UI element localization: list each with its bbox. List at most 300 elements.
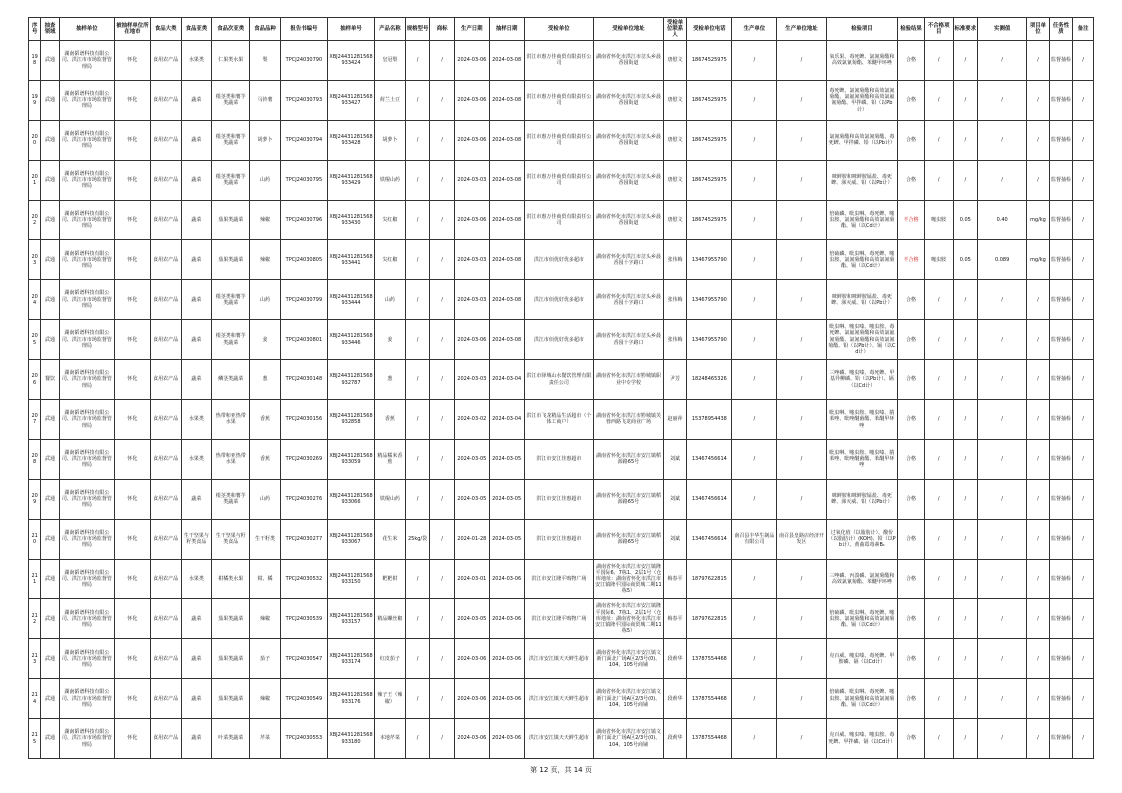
table-cell: 水果类: [181, 559, 212, 599]
table-cell: /: [732, 360, 777, 400]
table-cell: 武通: [41, 439, 59, 479]
table-cell: 辣椒: [250, 679, 281, 719]
table-cell: /: [405, 400, 430, 440]
table-cell: 合格: [898, 599, 925, 639]
table-cell: 湖南省怀化市洪江市安江镇稻源路65号: [594, 519, 664, 559]
table-cell: 监督抽检: [1049, 719, 1073, 759]
table-cell: 怀化: [115, 200, 151, 240]
column-header: 食品次亚类: [212, 18, 250, 41]
table-cell: 食用农产品: [150, 559, 181, 599]
table-cell: 洪江市佰优好优多超市: [524, 240, 594, 280]
table-cell: /: [1073, 439, 1094, 479]
table-cell: 洪江市驿城山水餐饮管理有限责任公司: [524, 360, 594, 400]
column-header: 生产单位地址: [777, 18, 826, 41]
table-cell: 湖南省怀化市洪江市岔头乡晨香园街道: [594, 80, 664, 120]
table-cell: /: [1073, 519, 1094, 559]
table-cell: /: [953, 160, 978, 200]
table-cell: /: [978, 439, 1027, 479]
table-cell: 监督抽检: [1049, 41, 1073, 81]
column-header: 受检单位地址: [594, 18, 664, 41]
table-cell: 武通: [41, 719, 59, 759]
table-cell: 监督抽检: [1049, 360, 1073, 400]
table-cell: /: [777, 320, 826, 360]
table-cell: 监督抽检: [1049, 120, 1073, 160]
table-cell: TPCJ24030269: [280, 439, 327, 479]
table-cell: /: [1027, 639, 1050, 679]
table-cell: 蔬菜: [181, 679, 212, 719]
table-cell: 倍硫磷、吡虫啉、毒死蜱、噻虫胺、氯氰菊酯和高效氯氰菊酯、镉（以Cd计）: [826, 679, 898, 719]
table-header: [29, 18, 1094, 41]
table-cell: 叶菜类蔬菜: [212, 719, 250, 759]
table-cell: /: [978, 400, 1027, 440]
table-cell: 蔬菜: [181, 200, 212, 240]
table-cell: 2024-03-08: [489, 80, 524, 120]
table-cell: XBJ24431281568933444: [327, 280, 374, 320]
table-cell: 蔬菜: [181, 320, 212, 360]
table-cell: /: [953, 599, 978, 639]
table-cell: 18674525975: [687, 200, 732, 240]
table-cell: 洪江市安江镇天天鲜生超市: [524, 719, 594, 759]
table-cell: 2024-03-05: [489, 519, 524, 559]
column-header: 实测值: [978, 18, 1027, 41]
table-row: [29, 599, 1094, 639]
table-cell: /: [924, 679, 953, 719]
table-cell: 蔬菜: [181, 120, 212, 160]
table-cell: 湖南省怀化市洪江市安江镇稻源路65号: [594, 479, 664, 519]
table-cell: TPCJ24030796: [280, 200, 327, 240]
table-cell: 武通: [41, 479, 59, 519]
table-cell: /: [924, 320, 953, 360]
table-cell: /: [732, 599, 777, 639]
table-cell: 18674525975: [687, 120, 732, 160]
table-cell: 武通: [41, 679, 59, 719]
table-cell: 怀化: [115, 160, 151, 200]
table-cell: 尹芳: [663, 360, 687, 400]
table-cell: 香蕉: [250, 439, 281, 479]
table-cell: mg/kg: [1027, 200, 1050, 240]
column-header: 受检单位: [524, 18, 594, 41]
table-cell: 武通: [41, 639, 59, 679]
table-cell: 13467456614: [687, 519, 732, 559]
table-cell: 南召县丰华生制品有限公司: [732, 519, 777, 559]
table-cell: /: [777, 41, 826, 81]
table-cell: 辣子王（辣椒）: [375, 679, 406, 719]
table-cell: /: [405, 639, 430, 679]
table-cell: XBJ24431281568933424: [327, 41, 374, 81]
table-cell: 铁棍山药: [375, 479, 406, 519]
table-cell: /: [1027, 360, 1050, 400]
table-cell: 合格: [898, 679, 925, 719]
table-cell: 食用农产品: [150, 439, 181, 479]
table-cell: XBJ24431281568933174: [327, 639, 374, 679]
table-cell: 辣椒: [250, 599, 281, 639]
table-cell: /: [732, 400, 777, 440]
table-cell: 根茎类和薯芋类蔬菜: [212, 160, 250, 200]
table-cell: 湖南韬谱科技有限公司、洪江市市场监督管理局: [59, 519, 114, 559]
table-cell: 2024-03-01: [454, 559, 489, 599]
table-cell: 2024-03-05: [454, 599, 489, 639]
table-cell: 梅春平: [663, 559, 687, 599]
table-cell: XBJ24431281568932787: [327, 360, 374, 400]
table-row: [29, 120, 1094, 160]
table-cell: /: [924, 120, 953, 160]
table-cell: /: [953, 400, 978, 440]
table-cell: /: [924, 439, 953, 479]
table-cell: /: [430, 240, 455, 280]
table-cell: 食用农产品: [150, 679, 181, 719]
table-cell: /: [924, 559, 953, 599]
column-header: 规格型号: [405, 18, 430, 41]
table-cell: 怀化: [115, 240, 151, 280]
table-cell: /: [1027, 559, 1050, 599]
table-cell: 食用农产品: [150, 639, 181, 679]
table-cell: 监督抽检: [1049, 599, 1073, 639]
table-cell: /: [430, 519, 455, 559]
table-cell: XBJ24431281568932858: [327, 400, 374, 440]
table-cell: /: [405, 41, 430, 81]
table-cell: 蔬菜: [181, 280, 212, 320]
table-cell: XBJ24431281568933180: [327, 719, 374, 759]
table-cell: 监督抽检: [1049, 320, 1073, 360]
table-cell: 18674525975: [687, 41, 732, 81]
table-cell: /: [430, 679, 455, 719]
table-cell: /: [1027, 41, 1050, 81]
table-cell: 怀化: [115, 320, 151, 360]
table-cell: 洪江市安江隆平购物广场: [524, 559, 594, 599]
table-cell: 湖南省怀化市洪江市岔头乡晨香园街道: [594, 120, 664, 160]
table-cell: 湖南韬谱科技有限公司、洪江市市场监督管理局: [59, 599, 114, 639]
table-cell: /: [978, 479, 1027, 519]
table-cell: XBJ24431281568933157: [327, 599, 374, 639]
table-cell: 13787554468: [687, 639, 732, 679]
table-cell: 湖南韬谱科技有限公司、洪江市市场监督管理局: [59, 479, 114, 519]
table-cell: 监督抽检: [1049, 400, 1073, 440]
table-cell: /: [953, 360, 978, 400]
table-cell: 洪江市惠万佳商贸有限责任公司: [524, 80, 594, 120]
table-cell: 唐慰文: [663, 120, 687, 160]
table-row: [29, 200, 1094, 240]
table-cell: 湖南省怀化市洪江市安江镇隆平国际6、7栋1、2层1号（仓库地址：湖南省怀化市洪江市安江镇隆平国际商贸城二期11栋5）: [594, 599, 664, 639]
table-cell: 214: [29, 679, 41, 719]
table-cell: 怀化: [115, 559, 151, 599]
table-cell: 蔬菜: [181, 639, 212, 679]
table-cell: 食用农产品: [150, 240, 181, 280]
column-header: 检验结果: [898, 18, 925, 41]
table-cell: 0.05: [953, 200, 978, 240]
column-header: 抽样日期: [489, 18, 524, 41]
table-cell: /: [953, 120, 978, 160]
table-cell: 马铃薯: [250, 80, 281, 120]
table-cell: 氧乐果、毒死蜱、氯氰菊酯和高效氯氰菊酯、苯醚甲环唑: [826, 41, 898, 81]
table-cell: 2024-03-06: [454, 719, 489, 759]
table-cell: 湖南韬谱科技有限公司、洪江市市场监督管理局: [59, 200, 114, 240]
table-cell: 生干坚果与籽类食品: [181, 519, 212, 559]
table-cell: 湖南省怀化市洪江市安江镇稻源路65号: [594, 439, 664, 479]
column-header: 受检单位联系人: [663, 18, 687, 41]
table-row: [29, 160, 1094, 200]
table-cell: /: [430, 200, 455, 240]
table-cell: XBJ24431281568933429: [327, 160, 374, 200]
table-cell: 209: [29, 479, 41, 519]
table-cell: /: [953, 519, 978, 559]
table-cell: 铁棍山药: [375, 160, 406, 200]
table-row: [29, 519, 1094, 559]
table-cell: 生干籽类: [250, 519, 281, 559]
table-cell: 武通: [41, 280, 59, 320]
table-cell: 湖南省怀化市洪江市岔头乡晨香园十字路口: [594, 240, 664, 280]
table-cell: /: [430, 320, 455, 360]
table-cell: 洪江市惠万佳商贸有限责任公司: [524, 200, 594, 240]
table-cell: 监督抽检: [1049, 639, 1073, 679]
table-cell: 2024-03-05: [489, 479, 524, 519]
column-header: 抽样单号: [327, 18, 374, 41]
table-cell: 尖红椒: [375, 240, 406, 280]
table-cell: 2024-03-06: [454, 120, 489, 160]
table-cell: /: [1027, 160, 1050, 200]
table-cell: /: [978, 679, 1027, 719]
table-cell: 洪江市安江佳惠超市: [524, 519, 594, 559]
table-cell: /: [732, 479, 777, 519]
table-cell: 过氧化值（以脂肪计）、酸价（以脂肪计）(KOH)、铅（以Pb计）、黄曲霉毒素B₁: [826, 519, 898, 559]
table-cell: 210: [29, 519, 41, 559]
table-cell: /: [1027, 280, 1050, 320]
table-cell: /: [924, 360, 953, 400]
table-cell: 段莉华: [663, 639, 687, 679]
table-cell: 0.05: [953, 240, 978, 280]
table-cell: 食用农产品: [150, 719, 181, 759]
table-cell: TPCJ24030156: [280, 400, 327, 440]
table-cell: 三唑磷、噻虫嗪、毒死蜱、甲基异柳磷、铅（以Pb计）、镉（以Cd计）: [826, 360, 898, 400]
table-cell: 武通: [41, 41, 59, 81]
table-cell: 张伟梅: [663, 240, 687, 280]
table-cell: 武通: [41, 320, 59, 360]
table-cell: 段莉华: [663, 719, 687, 759]
table-cell: 监督抽检: [1049, 479, 1073, 519]
table-row: [29, 479, 1094, 519]
table-cell: /: [924, 519, 953, 559]
table-cell: 2024-03-06: [454, 200, 489, 240]
table-cell: 监督抽检: [1049, 240, 1073, 280]
table-cell: TPCJ24030547: [280, 639, 327, 679]
table-cell: 蔬菜: [181, 719, 212, 759]
table-cell: 洪江市安江佳惠超市: [524, 479, 594, 519]
table-cell: 2024-03-03: [454, 360, 489, 400]
table-cell: 湖南韬谱科技有限公司、洪江市市场监督管理局: [59, 280, 114, 320]
table-cell: 监督抽检: [1049, 519, 1073, 559]
table-cell: 怀化: [115, 280, 151, 320]
table-cell: 山药: [250, 160, 281, 200]
table-cell: 2024-03-08: [489, 200, 524, 240]
table-cell: /: [1027, 519, 1050, 559]
table-cell: 茄果类蔬菜: [212, 679, 250, 719]
table-cell: /: [777, 439, 826, 479]
table-cell: 25kg/袋: [405, 519, 430, 559]
table-cell: 食用农产品: [150, 360, 181, 400]
table-cell: 武通: [41, 120, 59, 160]
table-cell: 2024-03-08: [489, 160, 524, 200]
table-cell: 吡虫啉、噻虫胺、噻虫嗪、腈苯唑、吡唑醚菌酯、苯醚甲环唑: [826, 439, 898, 479]
table-cell: 辣椒: [250, 240, 281, 280]
column-header: 备注: [1073, 18, 1094, 41]
table-cell: 根茎类和薯芋类蔬菜: [212, 320, 250, 360]
table-cell: 花生米: [375, 519, 406, 559]
table-cell: 合格: [898, 639, 925, 679]
table-row: [29, 280, 1094, 320]
table-cell: 2024-03-06: [489, 719, 524, 759]
table-cell: 13467955790: [687, 240, 732, 280]
table-cell: /: [1073, 559, 1094, 599]
table-cell: /: [777, 599, 826, 639]
table-cell: /: [430, 439, 455, 479]
table-cell: 湖南韬谱科技有限公司、洪江市市场监督管理局: [59, 80, 114, 120]
table-cell: 湖南省怀化市洪江市安江镇文新门面北广场A区2/3号(0)、104、105号商铺: [594, 639, 664, 679]
table-cell: 2024-01-28: [454, 519, 489, 559]
table-cell: 18248465326: [687, 360, 732, 400]
table-cell: 蔬菜: [181, 479, 212, 519]
table-cell: 怀化: [115, 120, 151, 160]
table-cell: 食用农产品: [150, 400, 181, 440]
table-cell: 食用农产品: [150, 280, 181, 320]
column-header: 食品品种: [250, 18, 281, 41]
table-cell: /: [924, 599, 953, 639]
table-cell: /: [430, 719, 455, 759]
table-cell: /: [978, 120, 1027, 160]
table-cell: 湖南韬谱科技有限公司、洪江市市场监督管理局: [59, 120, 114, 160]
table-cell: /: [978, 639, 1027, 679]
table-cell: 湖南韬谱科技有限公司、洪江市市场监督管理局: [59, 320, 114, 360]
table-cell: 仁果类水果: [212, 41, 250, 81]
table-cell: 茄果类蔬菜: [212, 240, 250, 280]
table-cell: /: [405, 479, 430, 519]
table-cell: /: [1073, 240, 1094, 280]
table-cell: 姜: [375, 320, 406, 360]
table-cell: 合格: [898, 479, 925, 519]
table-cell: /: [405, 439, 430, 479]
table-cell: 湖南韬谱科技有限公司、洪江市市场监督管理局: [59, 559, 114, 599]
column-header: 抽查领域: [41, 18, 59, 41]
table-cell: XBJ24431281568933446: [327, 320, 374, 360]
table-cell: XBJ24431281568933067: [327, 519, 374, 559]
table-cell: /: [777, 80, 826, 120]
table-cell: 合格: [898, 559, 925, 599]
table-cell: 206: [29, 360, 41, 400]
table-cell: /: [430, 80, 455, 120]
table-cell: 赵丽萍: [663, 400, 687, 440]
table-cell: /: [953, 80, 978, 120]
table-cell: 洪江市安江隆平购物广场: [524, 599, 594, 639]
table-cell: 湖南韬谱科技有限公司、洪江市市场监督管理局: [59, 41, 114, 81]
table-cell: 湖南省怀化市洪江市安江镇文新门面北广场A区2/3号(0)、104、105号商铺: [594, 679, 664, 719]
table-cell: /: [732, 439, 777, 479]
table-cell: 香蕉: [250, 400, 281, 440]
table-cell: /: [953, 559, 978, 599]
table-cell: 湖南韬谱科技有限公司、洪江市市场监督管理局: [59, 719, 114, 759]
table-cell: XBJ24431281568933427: [327, 80, 374, 120]
table-cell: 湖南省怀化市洪江市岔头乡晨香园街道: [594, 160, 664, 200]
table-cell: 湖南韬谱科技有限公司、洪江市市场监督管理局: [59, 360, 114, 400]
table-cell: 2024-03-08: [489, 41, 524, 81]
table-cell: /: [405, 120, 430, 160]
table-cell: 倍硫磷、吡虫啉、毒死蜱、噻虫胺、氯氰菊酯和高效氯氰菊酯、镉（以Cd计）: [826, 240, 898, 280]
table-cell: 13467456614: [687, 439, 732, 479]
table-row: [29, 439, 1094, 479]
table-cell: /: [1027, 400, 1050, 440]
table-cell: 胡萝卜: [250, 120, 281, 160]
table-cell: /: [1073, 320, 1094, 360]
table-cell: 茄果类蔬菜: [212, 200, 250, 240]
table-cell: 2024-03-06: [489, 679, 524, 719]
table-cell: 蔬菜: [181, 80, 212, 120]
table-cell: 洪江市安江佳惠超市: [524, 439, 594, 479]
table-cell: 鳞茎类蔬菜: [212, 360, 250, 400]
table-cell: /: [777, 360, 826, 400]
table-cell: /: [1073, 679, 1094, 719]
table-cell: 18674525975: [687, 160, 732, 200]
table-cell: 食用农产品: [150, 41, 181, 81]
table-cell: 茄子: [250, 639, 281, 679]
table-cell: 213: [29, 639, 41, 679]
table-cell: /: [732, 280, 777, 320]
table-cell: /: [732, 559, 777, 599]
table-cell: 湖南省怀化市洪江市黔城镇芙蓉西路飞龙商业广场: [594, 400, 664, 440]
table-row: [29, 719, 1094, 759]
table-cell: 武通: [41, 160, 59, 200]
table-cell: 芹菜: [250, 719, 281, 759]
table-row: [29, 41, 1094, 81]
table-cell: /: [1073, 400, 1094, 440]
table-cell: /: [732, 679, 777, 719]
table-cell: 根茎类和薯芋类蔬菜: [212, 479, 250, 519]
table-cell: TPCJ24030549: [280, 679, 327, 719]
table-cell: 粑粑柑: [375, 559, 406, 599]
table-cell: 2024-03-06: [454, 639, 489, 679]
table-cell: /: [732, 719, 777, 759]
table-cell: /: [777, 240, 826, 280]
table-cell: 辣椒: [250, 200, 281, 240]
table-cell: 唐慰文: [663, 41, 687, 81]
table-cell: /: [405, 200, 430, 240]
table-cell: /: [405, 240, 430, 280]
table-cell: /: [777, 559, 826, 599]
table-cell: /: [924, 400, 953, 440]
table-cell: 湖南韬谱科技有限公司、洪江市市场监督管理局: [59, 160, 114, 200]
table-cell: 南召县皇路店经济开发区: [777, 519, 826, 559]
table-cell: /: [777, 200, 826, 240]
table-cell: /: [924, 41, 953, 81]
table-cell: /: [430, 559, 455, 599]
table-cell: /: [1073, 719, 1094, 759]
table-cell: 湖南韬谱科技有限公司、洪江市市场监督管理局: [59, 240, 114, 280]
table-cell: 205: [29, 320, 41, 360]
table-cell: /: [1073, 599, 1094, 639]
table-cell: 2024-03-05: [454, 439, 489, 479]
table-cell: 食用农产品: [150, 479, 181, 519]
table-cell: 湖南省怀化市洪江市安江镇隆平国际6、7栋1、2层1号（仓库地址：湖南省怀化市洪江市安江镇隆平国际商贸城二期11栋5）: [594, 559, 664, 599]
table-cell: 柑、橘: [250, 559, 281, 599]
table-cell: /: [405, 320, 430, 360]
table-cell: 倍硫磷、吡虫啉、毒死蜱、噻虫胺、氯氰菊酯和高效氯氰菊酯、镉（以Cd计）: [826, 599, 898, 639]
table-cell: XBJ24431281568933176: [327, 679, 374, 719]
table-cell: 克百威、噻虫嗪、毒死蜱、甲胺磷、镉（以Cd计）: [826, 639, 898, 679]
table-cell: /: [732, 639, 777, 679]
table-cell: 湖南省怀化市洪江市黔城镇职业中专学校: [594, 360, 664, 400]
table-cell: 怀化: [115, 360, 151, 400]
table-cell: /: [1073, 80, 1094, 120]
table-cell: 0.089: [978, 240, 1027, 280]
table-cell: 咪鲜胺和咪鲜胺锰盐、毒死蜱、涕灭威、铅（以Pb计）: [826, 160, 898, 200]
table-cell: 洪江市惠万佳商贸有限责任公司: [524, 160, 594, 200]
table-cell: TPCJ24030276: [280, 479, 327, 519]
